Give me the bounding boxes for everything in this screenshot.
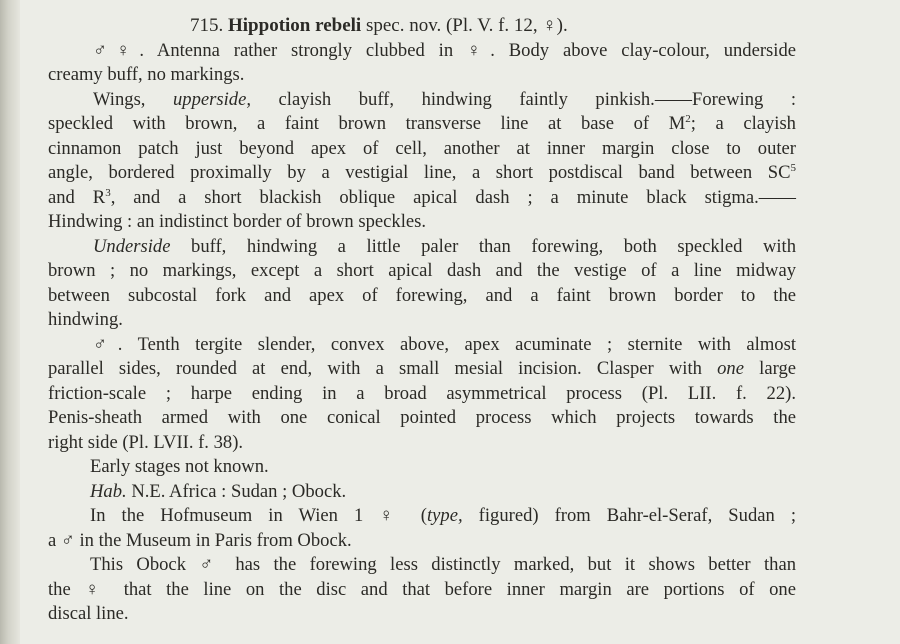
text-line: a ♂ in the Museum in Paris from Obock.	[48, 529, 352, 551]
text-line: This Obock ♂ has the forewing less distinctly marked, but it shows better than	[90, 554, 796, 575]
text-line: angle, bordered proximally by a vestigial line, a short postdiscal band between $SC^5$	[48, 161, 796, 183]
text-line: Wings, upperside, clayish buff, hindwing faintly pinkish.——Forewing :	[93, 88, 796, 110]
text-line: Hindwing : an indistinct border of brown speckles.	[48, 211, 427, 232]
text-line: Early stages not known.	[90, 456, 269, 477]
text-line: Penis-sheath armed with one conical pointed process which projects towards the	[48, 407, 796, 428]
text-line: Underside buff, hindwing a little paler than forewing, both speckled with	[93, 235, 796, 257]
species-number: 715.	[190, 15, 224, 36]
species-note: spec. nov. (Pl. V. f. 12, ♀).	[365, 15, 568, 36]
book-gutter-shadow	[0, 0, 20, 644]
text-line: brown ; no markings, except a short apical dash and the vestige of a line midway	[48, 260, 796, 281]
text-line: In the Hofmuseum in Wien 1 ♀ (type, figured) from Bahr-el-Seraf, Sudan ;	[90, 505, 797, 526]
text-line: cinnamon patch just beyond apex of cell, another at inner margin close to outer	[48, 137, 796, 159]
page-text	[48, 14, 796, 627]
text-line: friction-scale ; harpe ending in a broad asymmetrical process (Pl. LII. f. 22).	[48, 382, 796, 404]
text-line: parallel sides, rounded at end, with a small mesial incision. Clasper with one large	[48, 358, 796, 379]
text-line: right side (Pl. LVII. f. 38).	[48, 431, 244, 453]
text-line: creamy buff, no markings.	[48, 64, 245, 85]
text-line: hindwing.	[48, 309, 123, 330]
species-heading	[48, 14, 796, 39]
text-line: the ♀ that the line on the disc and that before inner margin are portions of one	[48, 578, 796, 600]
text-line: ♂. Tenth tergite slender, convex above, apex acuminate ; sternite with almost	[93, 333, 796, 355]
species-name: Hippotion rebeli	[228, 15, 362, 36]
text-line: speckled with brown, a faint brown transverse line at base of $M^2$; a clayish	[48, 112, 796, 134]
text-line: between subcostal fork and apex of forewing, and a faint brown border to the	[48, 284, 796, 306]
text-line: Hab. N.E. Africa : Sudan ; Obock.	[90, 480, 347, 502]
text-line: and $R^3$, and a short blackish oblique apical dash ; a minute black stigma.——	[48, 186, 796, 208]
text-line: ♂♀. Antenna rather strongly clubbed in ♀. Body above clay-colour, underside	[93, 39, 796, 61]
text-line: discal line.	[48, 603, 129, 624]
